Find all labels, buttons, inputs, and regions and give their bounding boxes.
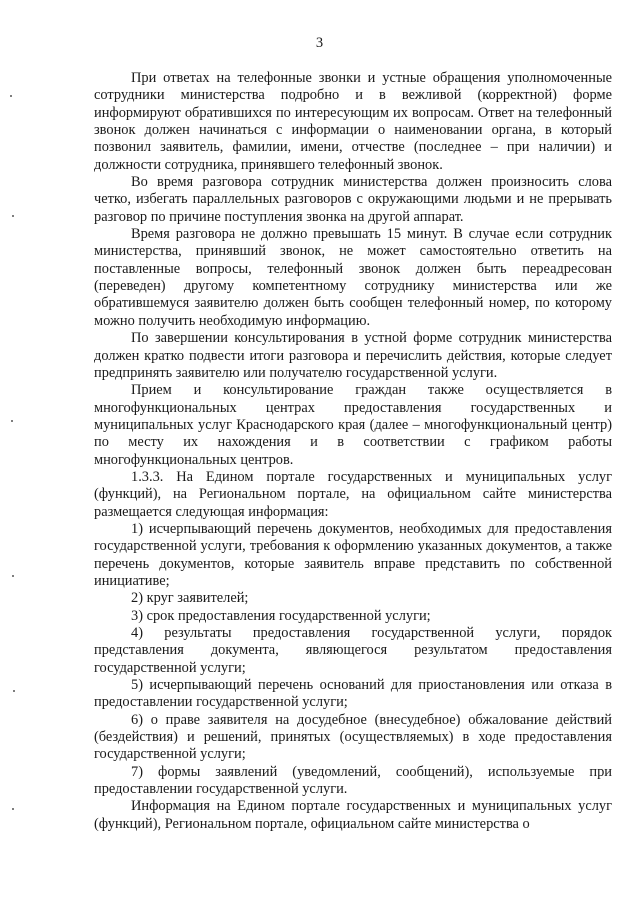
scan-speck bbox=[12, 808, 14, 810]
list-item-2: 2) круг заявителей; bbox=[131, 590, 249, 607]
paragraph-section-1-3-3: 1.3.3. На Едином портале государственных и муниципальных услуг (функций), на Региональном портале, на официальном сайте министерства размещается следующая информация: bbox=[94, 468, 612, 520]
paragraph-phone-answers: При ответах на телефонные звонки и устные обращения уполномоченные сотрудники министерства подробно и в вежливой (корректной) форме информируют обратившихся по интересующим их вопросам. Ответ на телефонный звонок должен начинаться с информации о наименовании органа, в который позвонил заявитель, фамилии, имени, отчестве (последнее – при наличии) и должности сотрудника, принявшего телефонный звонок. bbox=[94, 70, 612, 173]
scan-speck bbox=[12, 575, 14, 577]
list-item-4: 4) результаты предоставления государственной услуги, порядок представления документа, являющегося результатом предоставления государственной услуги; bbox=[94, 625, 612, 676]
paragraph-mfc: Прием и консультирование граждан также осуществляется в многофункциональных центрах предоставления государственных и муниципальных услуг Краснодарского края (далее – многофункциональный центр) по месту их нахождения и в соответствии с графиком работы многофункциональных центров. bbox=[94, 382, 612, 468]
list-item-7: 7) формы заявлений (уведомлений, сообщений), используемые при предоставлении государственной услуги. bbox=[94, 763, 612, 798]
paragraph-consultation-end: По завершении консультирования в устной форме сотрудник министерства должен кратко подвести итоги разговора и перечислить действия, которые следует предпринять заявителю или получателю государственной услуги. bbox=[94, 330, 612, 381]
paragraph-conversation-rules: Во время разговора сотрудник министерства должен произносить слова четко, избегать параллельных разговоров с окружающими людьми и не прерывать разговор по причине поступления звонка на другой аппарат. bbox=[94, 174, 612, 225]
list-item-6: 6) о праве заявителя на досудебное (внесудебное) обжалование действий (бездействия) и решений, принятых (осуществляемых) в ходе предоставления государственной услуги; bbox=[94, 711, 612, 763]
page-number: 3 bbox=[315, 35, 324, 51]
list-item-3: 3) срок предоставления государственной услуги; bbox=[131, 607, 431, 624]
paragraph-conversation-duration: Время разговора не должно превышать 15 минут. В случае если сотрудник министерства, принявший звонок, не может самостоятельно ответить на поставленные вопросы, телефонный звонок должен быть переадресован (переведен) другому компетентному сотруднику министерства или же обратившемуся заявителю должен быть сообщен телефонный номер, по которому можно получить необходимую информацию. bbox=[94, 226, 612, 329]
scan-speck bbox=[11, 420, 13, 422]
document-body bbox=[94, 70, 612, 833]
scan-speck bbox=[10, 95, 12, 97]
scan-speck bbox=[13, 690, 15, 692]
list-item-5: 5) исчерпывающий перечень оснований для приостановления или отказа в предоставлении государственной услуги; bbox=[94, 677, 612, 711]
paragraph-portal-info: Информация на Едином портале государственных и муниципальных услуг (функций), Региональном портале, официальном сайте министерства о bbox=[94, 798, 612, 832]
scan-speck bbox=[12, 215, 14, 217]
list-item-1: 1) исчерпывающий перечень документов, необходимых для предоставления государственной услуги, требования к оформлению указанных документов, а также перечень документов, которые заявитель вправе представить по собственной инициативе; bbox=[94, 520, 612, 589]
